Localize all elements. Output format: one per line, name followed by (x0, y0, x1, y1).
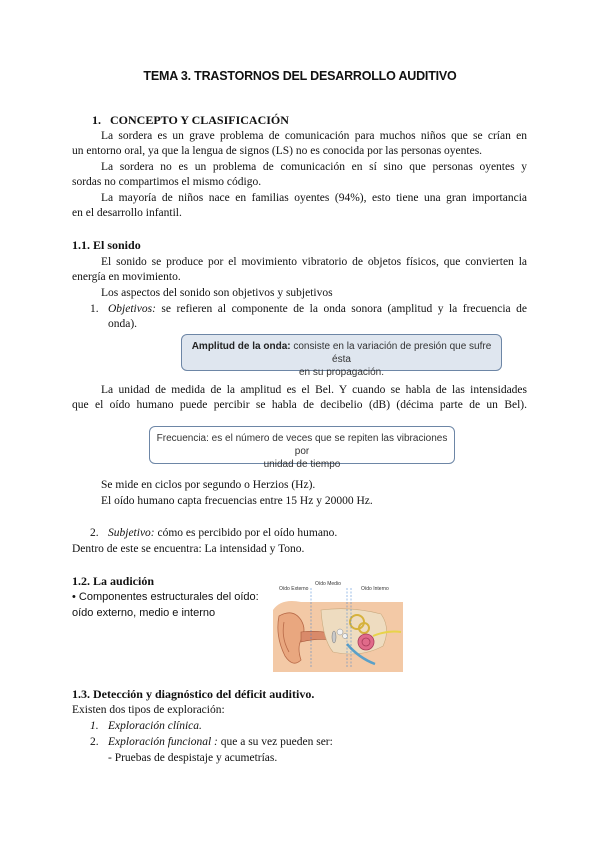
ear-anatomy-illustration (271, 580, 403, 672)
s13-item1-text: Exploración clínica. (108, 720, 202, 732)
box1-line2: en su propagación. (298, 367, 385, 378)
s13-sub-item: - Pruebas de despistaje y acumetrías. (108, 752, 278, 764)
section-1-3-heading: 1.3. Detección y diagnóstico del déficit auditivo. (72, 687, 315, 701)
s13-intro: Existen dos tipos de exploración: (72, 704, 225, 716)
s13-item2-number: 2. (90, 736, 99, 748)
label-external-ear: Oído Externo (279, 586, 309, 592)
s13-item2-text: que a su vez pueden ser: (220, 736, 333, 748)
section-1-heading (92, 113, 289, 128)
box2-line1: Frecuencia: es el número de veces que se repiten las vibraciones por (156, 433, 448, 457)
section-1-number: 1. (92, 113, 101, 127)
label-internal-ear: Oído Interno (361, 586, 389, 592)
s11-p3-line1: La unidad de medida de la amplitud es el Bel. Y cuando se habla de las intensidades (101, 384, 527, 396)
frequency-definition-box (149, 426, 455, 470)
s11-item2 (90, 526, 527, 542)
s11-item2-number: 2. (90, 527, 99, 539)
s1-p3-line1: La mayoría de niños nace en familias oyentes (94%), esto tiene una gran importancia (101, 192, 527, 204)
section-1-1-heading: 1.1. El sonido (72, 238, 141, 252)
s11-p1-line1: El sonido se produce por el movimiento vibratorio de objetos físicos, que convierten la (101, 256, 527, 268)
s1-p2-line2: sordas no compartimos el mismo código. (72, 176, 262, 188)
page-title: TEMA 3. TRASTORNOS DEL DESARROLLO AUDITIVO (143, 69, 457, 83)
label-middle-ear: Oído Medio (315, 581, 341, 587)
s11-item1-text: se refieren al componente de la onda sonora (amplitud y la frecuencia de (161, 303, 527, 315)
s11-item1-line1 (90, 302, 527, 318)
s11-p4: Se mide en ciclos por segundo o Herzios (Hz). (101, 479, 316, 491)
s1-p3-line2: en el desarrollo infantil. (72, 207, 182, 219)
box1-text: consiste en la variación de presión que sufre ésta (293, 341, 492, 365)
s11-item1-line2: onda). (108, 318, 138, 330)
section-1-2-heading: 1.2. La audición (72, 574, 155, 588)
s1-p1-line1: La sordera es un grave problema de comunicación para muchos niños que se crían en (101, 130, 527, 142)
s13-item1 (90, 719, 527, 735)
s1-p2-line1: La sordera no es un problema de comunicación en sí sino que personas oyentes y (101, 161, 527, 173)
section-1-title: CONCEPTO Y CLASIFICACIÓN (110, 113, 289, 127)
s13-item2-label: Exploración funcional : (108, 736, 218, 748)
s13-item2 (90, 735, 527, 751)
s11-item1-number: 1. (90, 303, 99, 315)
box1-line1 (182, 340, 501, 366)
box2-line2: unidad de tiempo (263, 459, 341, 470)
s11-item1-label: Objetivos: (108, 303, 156, 315)
amplitude-definition-box (181, 334, 502, 378)
s13-item1-number: 1. (90, 720, 99, 732)
s11-p2: Los aspectos del sonido son objetivos y subjetivos (101, 287, 333, 299)
s12-line1: • Componentes estructurales del oído: (72, 591, 259, 603)
s11-p6: Dentro de este se encuentra: La intensidad y Tono. (72, 543, 305, 555)
s11-item2-label: Subjetivo: (108, 527, 155, 539)
s11-p5: El oído humano capta frecuencias entre 15 Hz y 20000 Hz. (101, 495, 373, 507)
s12-line2: oído externo, medio e interno (72, 607, 216, 619)
box1-bold-term: Amplitud de la onda: (191, 341, 291, 352)
s11-p1-line2: energía en movimiento. (72, 271, 181, 283)
s1-p1-line2: un entorno oral, ya que la lengua de signos (LS) no es conocida por las personas oyentes. (72, 145, 483, 157)
s11-p3-line2: que el oído humano puede percibir se habla de decibelio (dB) (décima parte de un Bel). (72, 399, 527, 411)
s11-item2-text: cómo es percibido por el oído humano. (157, 527, 338, 539)
